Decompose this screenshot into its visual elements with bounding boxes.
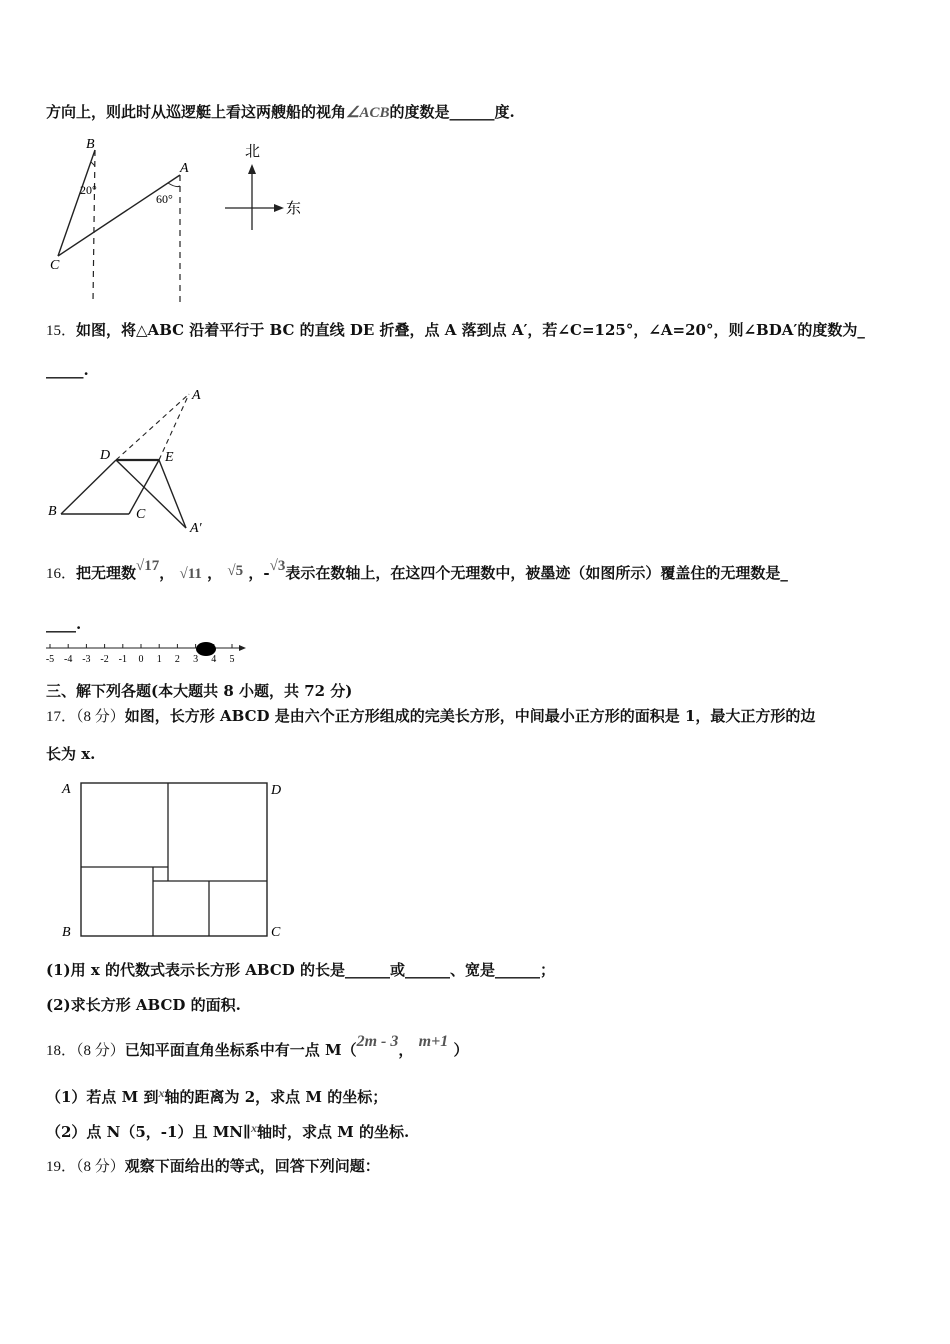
north-label: 北 bbox=[245, 144, 261, 160]
q15-figure bbox=[44, 382, 224, 537]
q17-sub1: (1)用 x 的代数式表示长方形 ABCD 的长是______或______、宽是______； bbox=[46, 961, 556, 979]
q14-text: 方向上，则此时从巡逻艇上看这两艘船的视角∠ACB的度数是______度. bbox=[46, 103, 515, 121]
east-label: 东 bbox=[286, 201, 302, 217]
axis-tick-label: 5 bbox=[229, 654, 235, 665]
axis-tick-label: 1 bbox=[156, 654, 162, 665]
q19-text: 19．（8 分）观察下面给出的等式，回答下列问题： bbox=[46, 1157, 380, 1175]
q17-text-cont: 长为 x. bbox=[46, 745, 96, 763]
fig17-label-c: C bbox=[271, 925, 281, 940]
fig17-label-b: B bbox=[62, 925, 71, 940]
fig15-label-a: A bbox=[192, 388, 201, 403]
q14-figure bbox=[40, 130, 310, 305]
x-axis-var-2: x bbox=[250, 1121, 257, 1135]
fig15-label-e: E bbox=[165, 450, 174, 465]
angle-60: 60° bbox=[156, 192, 173, 206]
number-line bbox=[44, 638, 249, 668]
expr-2m-3: 2m - 3 bbox=[356, 1033, 399, 1050]
q18-text: 18．（8 分）已知平面直角坐标系中有一点 M（2m - 3， m+1 ） bbox=[46, 1033, 469, 1059]
q17-figure bbox=[56, 774, 296, 944]
ink-blot bbox=[196, 642, 216, 656]
sqrt-17: √17 bbox=[136, 558, 160, 574]
q17-text: 17．（8 分）如图，长方形 ABCD 是由六个正方形组成的完美长方形，中间最小正方形的面积是 1，最大正方形的边 bbox=[46, 707, 816, 725]
axis-tick-label: 4 bbox=[211, 654, 217, 665]
label-c: C bbox=[50, 258, 60, 273]
sqrt-3: √3 bbox=[269, 558, 286, 574]
q18-sub1: （1）若点 M 到$^x$轴的距离为 2，求点 M 的坐标； bbox=[46, 1086, 388, 1106]
axis-tick-label: -1 bbox=[118, 654, 127, 665]
axis-tick-label: -3 bbox=[82, 654, 91, 665]
axis-tick-label: 0 bbox=[138, 654, 144, 665]
fig15-label-b: B bbox=[48, 504, 57, 519]
q16-text-cont: ____. bbox=[46, 615, 82, 633]
axis-tick-label: 3 bbox=[193, 654, 199, 665]
axis-tick-label: -5 bbox=[45, 654, 55, 665]
fig15-label-c: C bbox=[136, 507, 146, 522]
angle-20: 20° bbox=[80, 183, 97, 197]
expr-m-plus-1: m+1 bbox=[418, 1033, 449, 1050]
q15-text-cont: _____. bbox=[46, 361, 89, 379]
fig15-label-a-prime: A′ bbox=[190, 521, 202, 536]
q17-sub2: (2)求长方形 ABCD 的面积. bbox=[46, 996, 241, 1014]
label-b: B bbox=[86, 137, 95, 152]
q15-text: 15．如图，将△ABC 沿着平行于 BC 的直线 DE 折叠，点 A 落到点 A′，若∠C=125°，∠A=20°，则∠BDA′的度数为_ bbox=[46, 321, 865, 339]
sqrt-5: √5 bbox=[227, 563, 244, 579]
fig17-label-d: D bbox=[271, 783, 282, 798]
fig17-label-a: A bbox=[62, 782, 71, 797]
angle-acb: ∠ACB bbox=[346, 105, 390, 121]
sqrt-11: √11 bbox=[179, 566, 202, 582]
q18-sub2: （2）点 N（5，-1）且 MN∥$^x$轴时，求点 M 的坐标. bbox=[46, 1121, 410, 1141]
q16-text: 16．把无理数√17， √11 ， √5 ，-√3表示在数轴上，在这四个无理数中，被墨迹（如图所示）覆盖住的无理数是_ bbox=[46, 558, 788, 582]
axis-tick-label: -2 bbox=[100, 654, 109, 665]
axis-tick-label: 2 bbox=[174, 654, 180, 665]
label-a: A bbox=[180, 161, 189, 176]
section-3-title: 三、解下列各题(本大题共 8 小题，共 72 分) bbox=[46, 682, 353, 700]
x-axis-var-1: x bbox=[158, 1086, 165, 1100]
fig15-label-d: D bbox=[100, 448, 111, 463]
axis-tick-label: -4 bbox=[64, 654, 73, 665]
